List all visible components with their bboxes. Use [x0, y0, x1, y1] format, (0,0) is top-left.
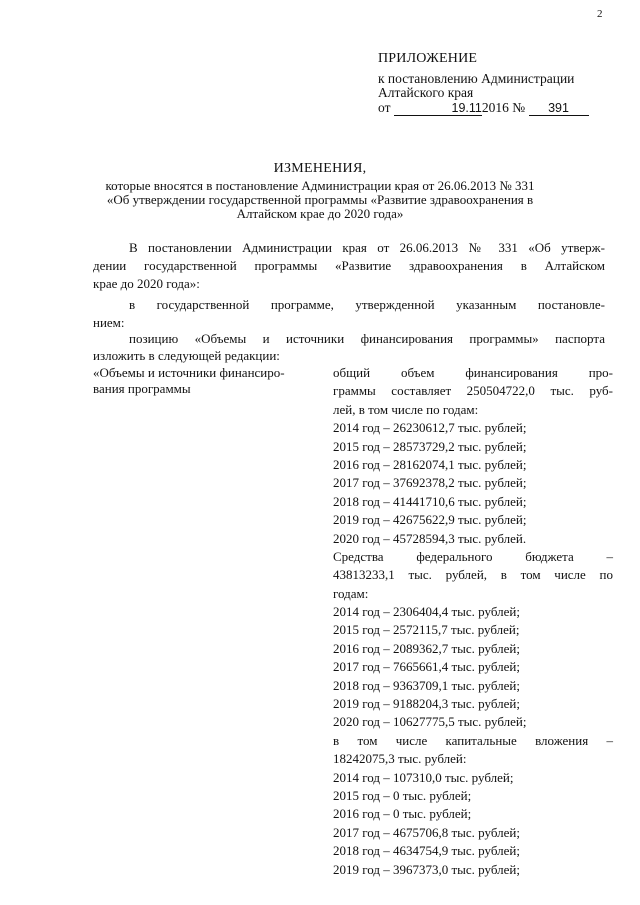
- appendix-line-1: к постановлению Администрации: [378, 71, 575, 86]
- heading-line-2: «Об утверждении государственной программы «Развитие здравоохранения в: [106, 192, 534, 207]
- body-p1-line-3: крае до 2020 года»:: [93, 276, 200, 291]
- table-right-line: 2019 год – 42675622,9 тыс. рублей;: [333, 512, 527, 528]
- date-value: 19.11: [451, 101, 482, 115]
- body-p1-line-1: В постановлении Администрации края от 26.06.2013 № 331 «Об утверж-: [129, 240, 605, 255]
- table-right-line: 2019 год – 9188204,3 тыс. рублей;: [333, 696, 520, 712]
- table-right-line: 2020 год – 10627775,5 тыс. рублей;: [333, 714, 527, 730]
- from-label: от: [378, 100, 391, 115]
- table-right-line: 2016 год – 28162074,1 тыс. рублей;: [333, 456, 527, 472]
- body-p2-line-1: в государственной программе, утвержденной указанным постановле-: [129, 297, 605, 312]
- table-right-line: 2020 год – 45728594,3 тыс. рублей.: [333, 530, 527, 546]
- appendix-line-2: Алтайского края: [378, 85, 474, 100]
- table-right-line: лей, в том числе по годам:: [333, 401, 479, 417]
- body-p3-line-1: позицию «Объемы и источники финансирования программы» паспорта: [129, 331, 605, 346]
- table-right-cell: [333, 364, 613, 879]
- table-right-line: 2016 год – 0 тыс. рублей;: [333, 806, 472, 822]
- table-right-line: в том числе капитальные вложения –: [333, 732, 613, 748]
- appendix-title: ПРИЛОЖЕНИЕ: [378, 51, 478, 66]
- table-right-line: 2018 год – 9363709,1 тыс. рублей;: [333, 677, 520, 693]
- table-right-line: 2014 год – 107310,0 тыс. рублей;: [333, 769, 514, 785]
- table-right-line: 2018 год – 41441710,6 тыс. рублей;: [333, 493, 527, 509]
- table-right-line: общий объем финансирования про-: [333, 365, 613, 380]
- table-right-line: граммы составляет 250504722,0 тыс. руб-: [333, 383, 613, 399]
- heading-line-3: Алтайском крае до 2020 года»: [236, 206, 404, 221]
- table-right-line: годам:: [333, 585, 369, 601]
- page-number: 2: [597, 8, 603, 20]
- table-right-line: 2017 год – 7665661,4 тыс. рублей;: [333, 659, 520, 675]
- table-right-line: 2014 год – 26230612,7 тыс. рублей;: [333, 420, 527, 436]
- number-value: 391: [548, 101, 569, 115]
- appendix-date-line: [378, 100, 589, 116]
- table-right-line: 2015 год – 2572115,7 тыс. рублей;: [333, 622, 520, 638]
- table-right-line: 18242075,3 тыс. рублей:: [333, 751, 467, 767]
- body-p2-line-2: нием:: [93, 315, 125, 330]
- body-p3-line-2: изложить в следующей редакции:: [93, 348, 280, 363]
- table-right-line: 43813233,1 тыс. рублей, в том числе по: [333, 567, 613, 583]
- number-field: [529, 101, 589, 116]
- table-right-line: 2015 год – 28573729,2 тыс. рублей;: [333, 438, 527, 454]
- body-p1-line-2: дении государственной программы «Развитие здравоохранения в Алтайском: [93, 258, 605, 273]
- table-right-line: 2015 год – 0 тыс. рублей;: [333, 787, 472, 803]
- table-right-line: 2017 год – 37692378,2 тыс. рублей;: [333, 475, 527, 491]
- number-label: №: [512, 100, 526, 115]
- table-right-line: 2016 год – 2089362,7 тыс. рублей;: [333, 640, 520, 656]
- table-right-line: Средства федерального бюджета –: [333, 548, 613, 564]
- table-right-line: 2014 год – 2306404,4 тыс. рублей;: [333, 604, 520, 620]
- table-left-line-1: «Объемы и источники финансиро-: [93, 365, 285, 380]
- year-value: 2016: [481, 100, 509, 115]
- heading-title: ИЗМЕНЕНИЯ,: [273, 161, 367, 176]
- table-right-line: 2018 год – 4634754,9 тыс. рублей;: [333, 843, 520, 859]
- table-right-line: 2017 год – 4675706,8 тыс. рублей;: [333, 824, 520, 840]
- heading-line-1: которые вносятся в постановление Администрации края от 26.06.2013 № 331: [105, 178, 535, 193]
- table-right-line: 2019 год – 3967373,0 тыс. рублей;: [333, 861, 520, 877]
- table-left-line-2: вания программы: [93, 380, 191, 396]
- table-left-cell: [93, 365, 285, 396]
- date-field: [394, 101, 482, 116]
